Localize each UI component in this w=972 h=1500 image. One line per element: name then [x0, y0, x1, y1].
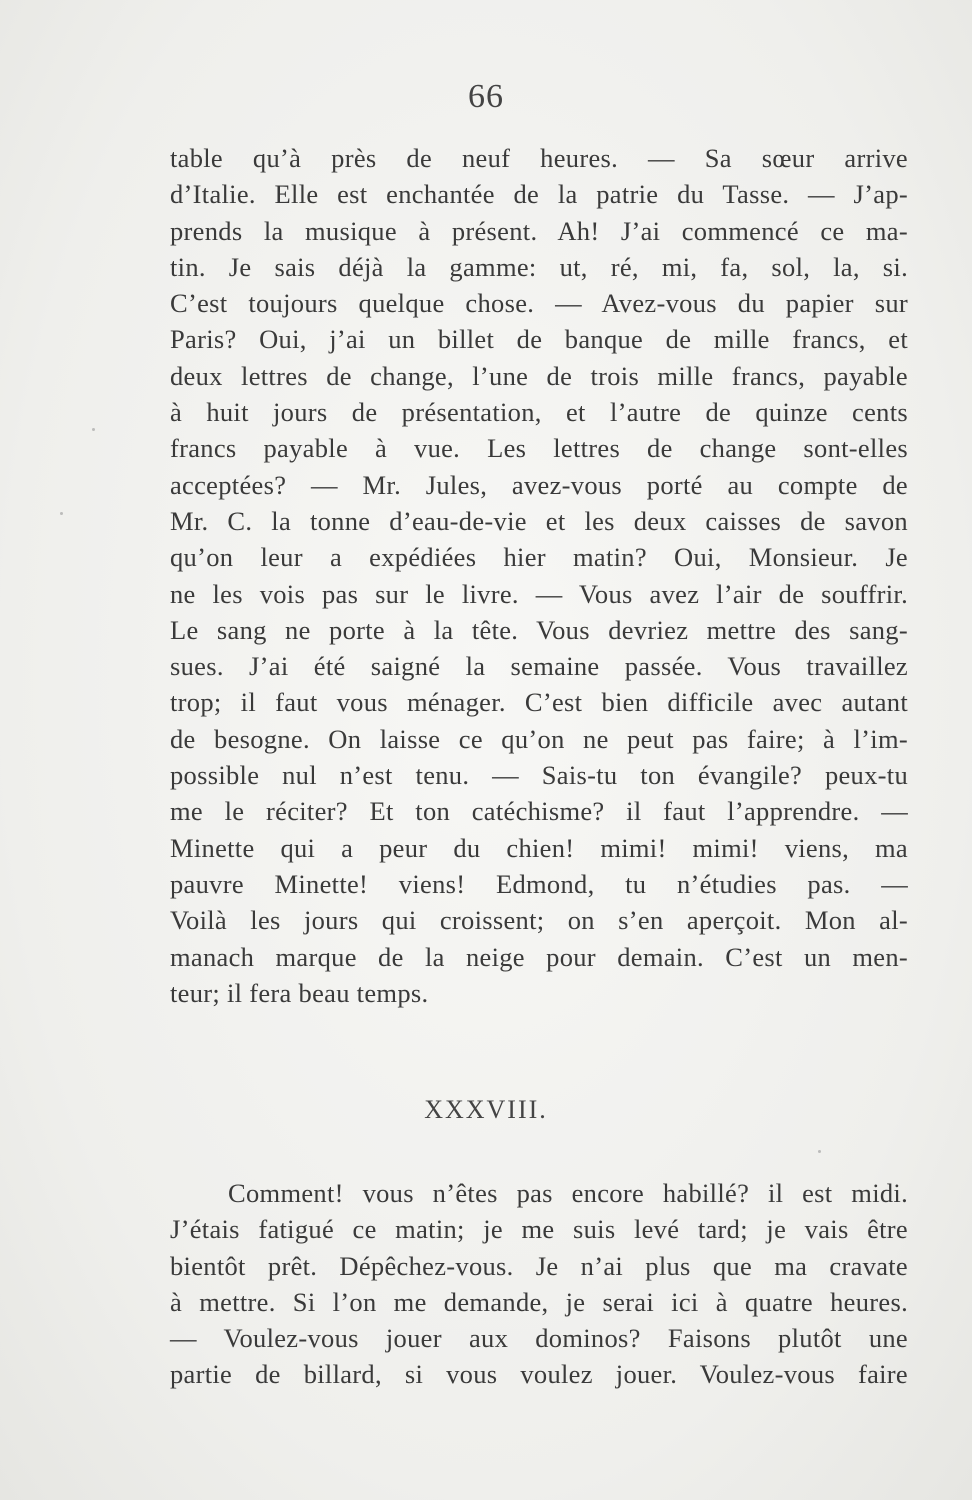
text-line: pauvre Minette! viens! Edmond, tu n’étudies pas. —	[170, 868, 908, 899]
text-line: ne les vois pas sur le livre. — Vous avez l’air de souffrir.	[170, 578, 908, 609]
paragraph-continued	[170, 140, 908, 1011]
text-line: manach marque de la neige pour demain. C’est un men-	[170, 941, 908, 972]
text-line: d’Italie. Elle est enchantée de la patrie du Tasse. — J’ap-	[170, 179, 908, 210]
text-line: Voilà les jours qui croissent; on s’en aperçoit. Mon al-	[170, 905, 908, 936]
text-line: tin. Je sais déjà la gamme: ut, ré, mi, fa, sol, la, si.	[170, 251, 908, 282]
section-heading: XXXVIII.	[424, 1095, 548, 1124]
text-line: table qu’à près de neuf heures. — Sa sœur arrive	[170, 143, 908, 173]
text-line: qu’on leur a expédiées hier matin? Oui, Monsieur. Je	[170, 542, 908, 573]
text-line: J’étais fatigué ce matin; je me suis levé tard; je vais être	[170, 1214, 908, 1245]
text-line: trop; il faut vous ménager. C’est bien difficile avec autant	[170, 687, 908, 718]
text-line: possible nul n’est tenu. — Sais-tu ton évangile? peux-tu	[170, 760, 908, 791]
text-line: prends la musique à présent. Ah! J’ai commencé ce ma-	[170, 215, 908, 246]
text-line: sues. J’ai été saigné la semaine passée. Vous travaillez	[170, 651, 908, 682]
text-line: francs payable à vue. Les lettres de change sont-elles	[170, 433, 908, 464]
text-line: me le réciter? Et ton catéchisme? il faut l’apprendre. —	[170, 796, 908, 827]
text-line: teur; il fera beau temps.	[170, 977, 429, 1008]
text-line: Minette qui a peur du chien! mimi! mimi! viens, ma	[170, 832, 908, 863]
section-paragraph	[170, 1175, 908, 1393]
text-line: — Voulez-vous jouer aux dominos? Faisons plutôt une	[170, 1323, 908, 1354]
text-line: bientôt prêt. Dépêchez-vous. Je n’ai plus que ma cravate	[170, 1250, 908, 1281]
paper-speck	[818, 1150, 821, 1153]
page-number: 66	[468, 78, 504, 115]
paper-speck	[92, 428, 95, 431]
text-line: Le sang ne porte à la tête. Vous devriez mettre des sang-	[170, 614, 908, 645]
text-line: partie de billard, si vous voulez jouer. Voulez-vous faire	[170, 1359, 908, 1390]
text-line: à huit jours de présentation, et l’autre de quinze cents	[170, 397, 908, 428]
paper-speck	[60, 512, 63, 515]
text-line: Mr. C. la tonne d’eau-de-vie et les deux caisses de savon	[170, 505, 908, 536]
text-line: acceptées? — Mr. Jules, avez-vous porté au compte de	[170, 469, 908, 500]
text-line: Paris? Oui, j’ai un billet de banque de mille francs, et	[170, 324, 908, 355]
text-line: à mettre. Si l’on me demande, je serai ici à quatre heures.	[170, 1286, 908, 1317]
text-line: deux lettres de change, l’une de trois mille francs, payable	[170, 360, 908, 391]
text-line: C’est toujours quelque chose. — Avez-vous du papier sur	[170, 288, 908, 319]
text-line: Comment! vous n’êtes pas encore habillé? il est midi.	[228, 1178, 908, 1208]
text-line: de besogne. On laisse ce qu’on ne peut pas faire; à l’im-	[170, 723, 908, 754]
